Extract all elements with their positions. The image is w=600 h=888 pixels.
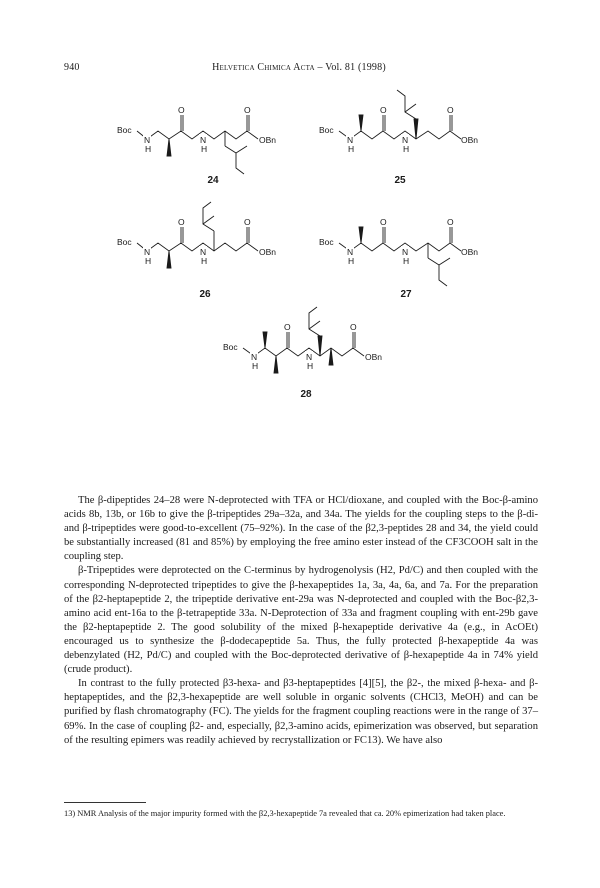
obn-label: OBn (461, 135, 479, 145)
structure-27 (339, 227, 461, 286)
oxygen-label: O (380, 217, 387, 227)
n-label: N (402, 135, 409, 145)
h-label: H (403, 256, 410, 266)
atom-labels (117, 105, 478, 371)
structure-28 (243, 307, 364, 373)
structure-26 (137, 202, 258, 268)
paragraph: The β-dipeptides 24–28 were N-deprotected with TFA or HCl/dioxane, and coupled with the Boc-β-amino acids 8b, 13b, or 16b to give the β-tripeptides 29a–32a, and 34a. The yields for the coupling steps to the β-di- and β-tripeptides were good-to-excellent (75–92%). In the case of the β2,3-peptides 28 and 34, the yield could be substantially increased (81 and 85%) by employing the free amino ester instead of the CF3COOH salt in the coupling step. (64, 495, 538, 563)
n-label: N (144, 135, 151, 145)
compound-number-27: 27 (400, 289, 412, 300)
obn-label: OBn (461, 247, 479, 257)
n-label: N (347, 135, 354, 145)
h-label: H (403, 144, 410, 154)
journal-volume: – Vol. 81 (1998) (317, 62, 386, 73)
h-label: H (307, 361, 314, 371)
oxygen-label: O (380, 105, 387, 115)
boc-label: Boc (319, 237, 334, 247)
boc-label: Boc (223, 342, 238, 352)
n-label: N (402, 247, 409, 257)
oxygen-label: O (244, 217, 251, 227)
boc-label: Boc (117, 237, 132, 247)
oxygen-label: O (447, 217, 454, 227)
boc-label: Boc (117, 125, 132, 135)
h-label: H (201, 144, 208, 154)
compound-numbers (199, 175, 412, 400)
compound-number-24: 24 (207, 175, 219, 186)
body-text (64, 494, 538, 748)
compound-number-25: 25 (394, 175, 406, 186)
structure-24 (137, 115, 258, 174)
boc-label: Boc (319, 125, 334, 135)
footnote-rule (64, 802, 146, 803)
compound-number-26: 26 (199, 289, 211, 300)
compound-number-28: 28 (300, 389, 312, 400)
peptide-structures-scheme (0, 0, 600, 400)
obn-label: OBn (365, 352, 383, 362)
n-label: N (200, 247, 207, 257)
h-label: H (145, 256, 152, 266)
h-label: H (348, 256, 355, 266)
page-number: 940 (64, 62, 80, 73)
journal-name: Helvetica Chimica Acta (212, 62, 315, 73)
obn-label: OBn (259, 135, 277, 145)
oxygen-label: O (244, 105, 251, 115)
structure-25 (339, 90, 461, 144)
n-label: N (200, 135, 207, 145)
h-label: H (252, 361, 259, 371)
obn-label: OBn (259, 247, 277, 257)
oxygen-label: O (178, 217, 185, 227)
n-label: N (144, 247, 151, 257)
n-label: N (251, 352, 258, 362)
paragraph: In contrast to the fully protected β3-hexa- and β3-heptapeptides [4][5], the β2-, the mixed β-hexa- and β-heptapeptides, and the β2,3-hexapeptide are well soluble in organic solvents (CHCl3, MeOH) and can be purified by flash chromatography (FC). The yields for the fragment coupling reactions were in the range of 37–69%. In the case of coupling β2- and, especially, β2,3-amino acids, epimerization was observed, but separation of the resulting epimers was readily achieved by recrystallization or FC13). We have also (64, 678, 538, 746)
oxygen-label: O (178, 105, 185, 115)
oxygen-label: O (350, 322, 357, 332)
footnote: 13) NMR Analysis of the major impurity formed with the β2,3-hexapeptide 7a revealed that ca. 20% epimerization had taken place. (64, 809, 506, 818)
oxygen-label: O (284, 322, 291, 332)
paragraph: β-Tripeptides were deprotected on the C-terminus by hydrogenolysis (H2, Pd/C) and then coupled with the corresponding N-deprotected tripeptides to give the β-hexapeptides 1a, 3a, 4a, 6a, and 7a. For the preparation of the β2-heptapeptide 2, the tripeptide derivative ent-29a was N-deprotected and coupled with the Boc-β2,3-amino acid ent-16a to the β-tetrapeptide 33a. N-Deprotection of 33a and fragment coupling with ent-29b gave the β2-heptapeptide 2. The good solubility of the mixed β-hexapeptide derivative 4a (e.g., in AcOEt) encouraged us to synthesize the β-dodecapeptide 5a. Thus, the fully protected β-hexapeptide 4a was debenzylated (H2, Pd/C) and coupled with the Boc-deprotected derivative of β-hexapeptide 4a in 74% yield (crude product). (64, 565, 538, 676)
n-label: N (306, 352, 313, 362)
h-label: H (145, 144, 152, 154)
h-label: H (201, 256, 208, 266)
h-label: H (348, 144, 355, 154)
oxygen-label: O (447, 105, 454, 115)
n-label: N (347, 247, 354, 257)
